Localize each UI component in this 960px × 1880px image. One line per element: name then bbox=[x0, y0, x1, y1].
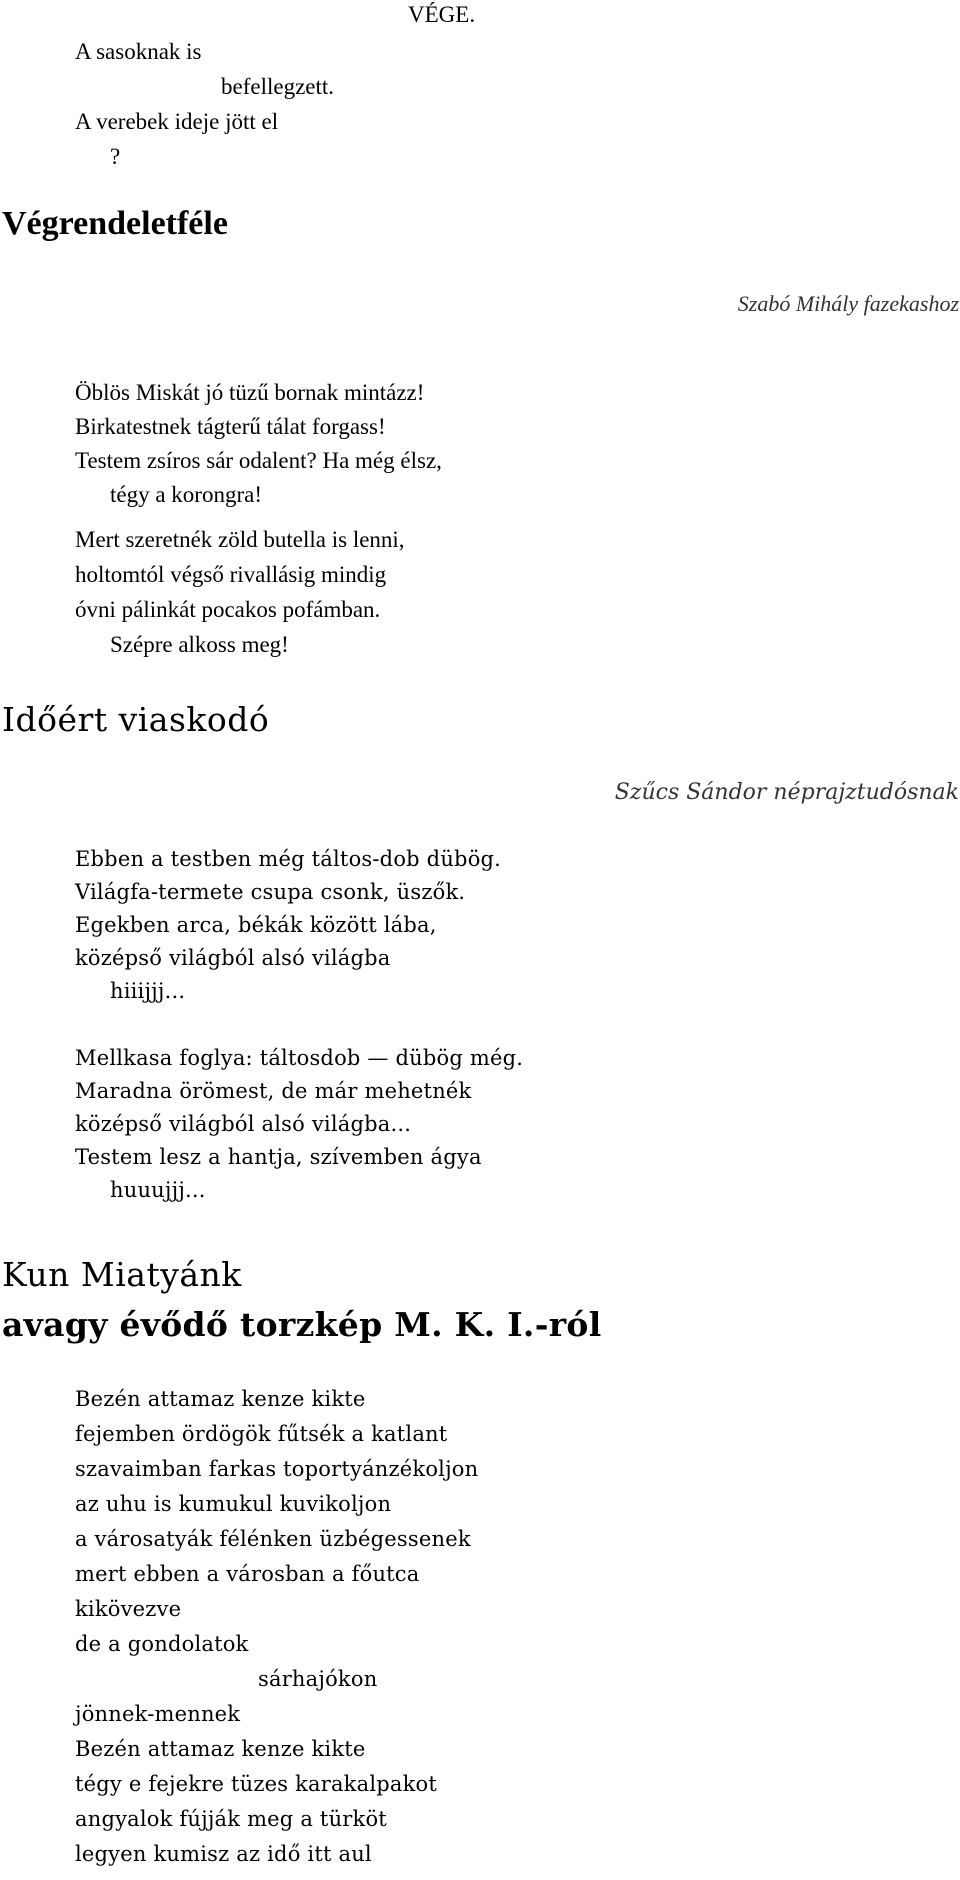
poem-line: Öblös Miskát jó tüzű bornak mintázz! bbox=[75, 380, 425, 405]
poem-line: a városatyák félénken üzbégessenek bbox=[75, 1527, 471, 1551]
poem-line: tégy e fejekre tüzes karakalpakot bbox=[75, 1772, 438, 1796]
poem-line: sárhajókon bbox=[258, 1667, 378, 1691]
poem-title: Időért viaskodó bbox=[2, 700, 270, 739]
poem-line: kikövezve bbox=[75, 1597, 182, 1621]
poem-line: középső világból alsó világba... bbox=[75, 1112, 412, 1136]
poem-line: Ebben a testben még táltos-dob dübög. bbox=[75, 847, 502, 871]
poem-line: Mert szeretnék zöld butella is lenni, bbox=[75, 527, 405, 552]
poem-line: Szépre alkoss meg! bbox=[110, 632, 289, 657]
poem-line: Birkatestnek tágterű tálat forgass! bbox=[75, 414, 386, 439]
poem-line: holtomtól végső rivallásig mindig bbox=[75, 562, 387, 587]
poem-line: az uhu is kumukul kuvikoljon bbox=[75, 1492, 392, 1516]
poem-line: Bezén attamaz kenze kikte bbox=[75, 1387, 366, 1411]
poem-line: Mellkasa foglya: táltosdob — dübög még. bbox=[75, 1046, 524, 1070]
poem-line: de a gondolatok bbox=[75, 1632, 249, 1656]
poem-line: A sasoknak is bbox=[75, 39, 202, 64]
poem-line: Maradna örömest, de már mehetnék bbox=[75, 1079, 472, 1103]
poem-line: huuujjj... bbox=[110, 1178, 206, 1202]
poem-line: A verebek ideje jött el bbox=[75, 109, 279, 134]
poem-dedication: Szűcs Sándor néprajztudósnak bbox=[614, 780, 959, 805]
poem-line: Bezén attamaz kenze kikte bbox=[75, 1737, 366, 1761]
poem-title: Kun Miatyánk bbox=[2, 1255, 242, 1294]
poem-line: óvni pálinkát pocakos pofámban. bbox=[75, 597, 381, 622]
poem-line: mert ebben a városban a főutca bbox=[75, 1562, 420, 1586]
poem-subtitle: avagy évődő torzkép M. K. I.-ról bbox=[2, 1305, 602, 1344]
poem-line: Testem zsíros sár odalent? Ha még élsz, bbox=[75, 448, 442, 473]
poem-line: ? bbox=[110, 144, 121, 169]
poem-line: fejemben ördögök fűtsék a katlant bbox=[75, 1422, 448, 1446]
poem-line: középső világból alsó világba bbox=[75, 946, 391, 970]
poem-line: angyalok fújják meg a türköt bbox=[75, 1807, 387, 1831]
poem-line: legyen kumisz az idő itt aul bbox=[75, 1842, 372, 1866]
poem-dedication: Szabó Mihály fazekashoz bbox=[737, 291, 959, 316]
end-word: VÉGE. bbox=[408, 2, 476, 27]
poem-title: Végrendeletféle bbox=[2, 205, 228, 242]
poem-line: tégy a korongra! bbox=[110, 482, 262, 507]
poem-line: szavaimban farkas toportyánzékoljon bbox=[75, 1457, 479, 1481]
poem-line: Egekben arca, békák között lába, bbox=[75, 913, 437, 937]
poem-line: hiiijjj... bbox=[110, 979, 186, 1003]
poem-line: jönnek-mennek bbox=[75, 1702, 241, 1726]
poem-line: Testem lesz a hantja, szívemben ágya bbox=[75, 1145, 482, 1169]
poem-line: Világfa-termete csupa csonk, üszők. bbox=[75, 880, 466, 904]
poem-line: befellegzett. bbox=[221, 74, 335, 99]
